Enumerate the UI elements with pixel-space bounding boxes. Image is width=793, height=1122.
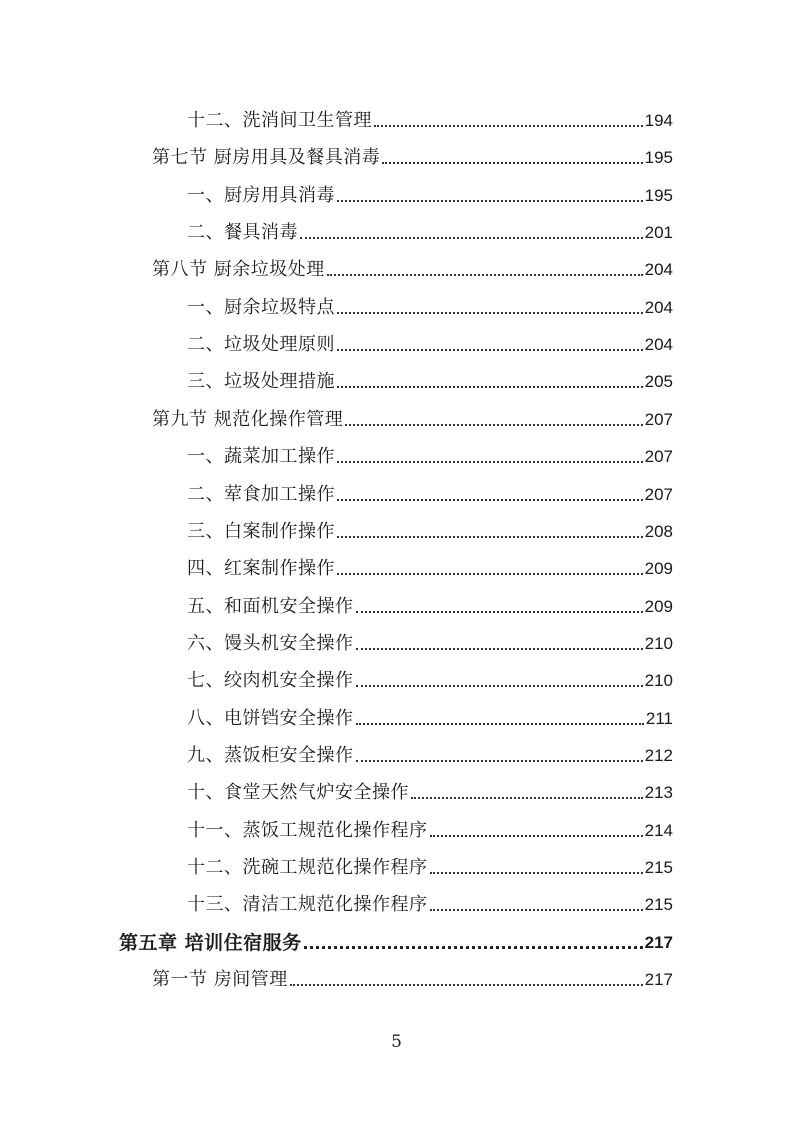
toc-entry-title: 一、蔬菜加工操作	[187, 446, 335, 467]
toc-entry-item[interactable]	[187, 592, 673, 618]
page-number: 5	[391, 1032, 402, 1052]
toc-entry-title: 八、电饼铛安全操作	[187, 708, 354, 729]
toc-leader-dots	[337, 297, 643, 319]
toc-leader-dots	[356, 670, 643, 692]
toc-entry-title: 六、馒头机安全操作	[187, 633, 354, 654]
toc-entry-item[interactable]	[187, 741, 673, 767]
toc-entry-item[interactable]	[187, 517, 673, 543]
toc-leader-dots	[356, 633, 643, 655]
toc-entry-page-number: 195	[644, 148, 673, 167]
toc-entry-title: 七、绞肉机安全操作	[187, 670, 354, 691]
toc-leader-dots	[382, 147, 642, 169]
toc-entry-page-number: 204	[644, 298, 673, 317]
toc-entry-item[interactable]	[187, 629, 673, 655]
toc-leader-dots	[300, 222, 643, 244]
toc-entry-page-number: 204	[644, 335, 673, 354]
toc-entry-page-number: 215	[644, 895, 673, 914]
toc-entry-item[interactable]	[187, 666, 673, 692]
toc-entry-item[interactable]	[187, 704, 673, 730]
toc-entry-page-number: 217	[644, 933, 673, 952]
toc-entry-title: 十一、蒸饭工规范化操作程序	[187, 820, 428, 841]
toc-entry-page-number: 217	[644, 970, 673, 989]
toc-entry-item[interactable]	[187, 778, 673, 804]
toc-entry-title: 五、和面机安全操作	[187, 596, 354, 617]
toc-leader-dots	[337, 446, 643, 468]
toc-entry-title: 二、垃圾处理原则	[187, 334, 335, 355]
toc-entry-title: 一、厨房用具消毒	[187, 185, 335, 206]
toc-leader-dots	[290, 969, 643, 991]
toc-entry-page-number: 209	[644, 559, 673, 578]
toc-entry-item[interactable]	[187, 367, 673, 393]
toc-entry-title: 第一节 房间管理	[152, 969, 288, 990]
toc-entry-page-number: 205	[644, 372, 673, 391]
toc-entry-item[interactable]	[187, 554, 673, 580]
toc-entry-page-number: 211	[645, 709, 673, 728]
toc-entry-title: 十二、洗消间卫生管理	[187, 110, 372, 131]
toc-entry-page-number: 215	[644, 858, 673, 877]
toc-entry-page-number: 209	[644, 597, 673, 616]
toc-entry-item[interactable]	[187, 853, 673, 879]
toc-leader-dots	[356, 596, 643, 618]
toc-entry-title: 三、白案制作操作	[187, 521, 335, 542]
toc-leader-dots	[430, 820, 643, 842]
toc-entry-section[interactable]	[152, 405, 673, 431]
toc-leader-dots	[430, 894, 643, 916]
toc-entry-page-number: 201	[644, 223, 673, 242]
toc-entry-page-number: 214	[644, 821, 673, 840]
toc-entry-title: 第五章 培训住宿服务	[119, 932, 302, 954]
toc-leader-dots	[374, 110, 643, 132]
toc-entry-page-number: 207	[644, 410, 673, 429]
toc-entry-page-number: 210	[644, 634, 673, 653]
toc-entry-section[interactable]	[152, 965, 673, 991]
toc-leader-dots	[337, 558, 643, 580]
toc-leader-dots	[356, 708, 644, 730]
toc-leader-dots	[337, 371, 643, 393]
toc-entry-page-number: 212	[644, 746, 673, 765]
toc-entry-item[interactable]	[187, 293, 673, 319]
toc-entry-title: 二、餐具消毒	[187, 222, 298, 243]
toc-leader-dots	[337, 334, 643, 356]
toc-entry-page-number: 213	[644, 783, 673, 802]
toc-entry-page-number: 208	[644, 522, 673, 541]
toc-entry-item[interactable]	[187, 816, 673, 842]
toc-leader-dots	[345, 409, 642, 431]
toc-entry-title: 第七节 厨房用具及餐具消毒	[152, 147, 381, 168]
toc-entry-page-number: 204	[644, 260, 673, 279]
toc-entry-item[interactable]	[187, 218, 673, 244]
toc-entry-section[interactable]	[152, 143, 673, 169]
toc-leader-dots	[356, 745, 643, 767]
toc-entry-page-number: 195	[644, 186, 673, 205]
toc-entry-item[interactable]	[187, 106, 673, 132]
toc-leader-dots	[337, 185, 643, 207]
toc-leader-dots	[327, 259, 643, 281]
toc-leader-dots	[430, 857, 643, 879]
toc-entry-title: 十、食堂天然气炉安全操作	[187, 782, 409, 803]
toc-entry-title: 第八节 厨余垃圾处理	[152, 259, 325, 280]
toc-entry-chapter[interactable]	[119, 928, 673, 954]
toc-entry-item[interactable]	[187, 890, 673, 916]
toc-entry-page-number: 207	[644, 447, 673, 466]
toc-entry-title: 第九节 规范化操作管理	[152, 409, 344, 430]
toc-leader-dots	[411, 782, 643, 804]
toc-entry-title: 四、红案制作操作	[187, 558, 335, 579]
toc-entry-title: 三、垃圾处理措施	[187, 371, 335, 392]
toc-entry-title: 十二、洗碗工规范化操作程序	[187, 857, 428, 878]
toc-leader-dots	[337, 521, 643, 543]
toc-entry-page-number: 194	[644, 111, 673, 130]
toc-leader-dots	[337, 484, 643, 506]
toc-entry-title: 二、荤食加工操作	[187, 484, 335, 505]
toc-entry-section[interactable]	[152, 255, 673, 281]
toc-entry-item[interactable]	[187, 181, 673, 207]
toc-entry-item[interactable]	[187, 480, 673, 506]
toc-entry-item[interactable]	[187, 442, 673, 468]
toc-entry-title: 一、厨余垃圾特点	[187, 297, 335, 318]
toc-entry-title: 十三、清洁工规范化操作程序	[187, 894, 428, 915]
toc-entry-item[interactable]	[187, 330, 673, 356]
toc-entry-page-number: 207	[644, 485, 673, 504]
toc-entry-page-number: 210	[644, 671, 673, 690]
toc-entry-title: 九、蒸饭柜安全操作	[187, 745, 354, 766]
toc-leader-dots	[304, 932, 643, 954]
